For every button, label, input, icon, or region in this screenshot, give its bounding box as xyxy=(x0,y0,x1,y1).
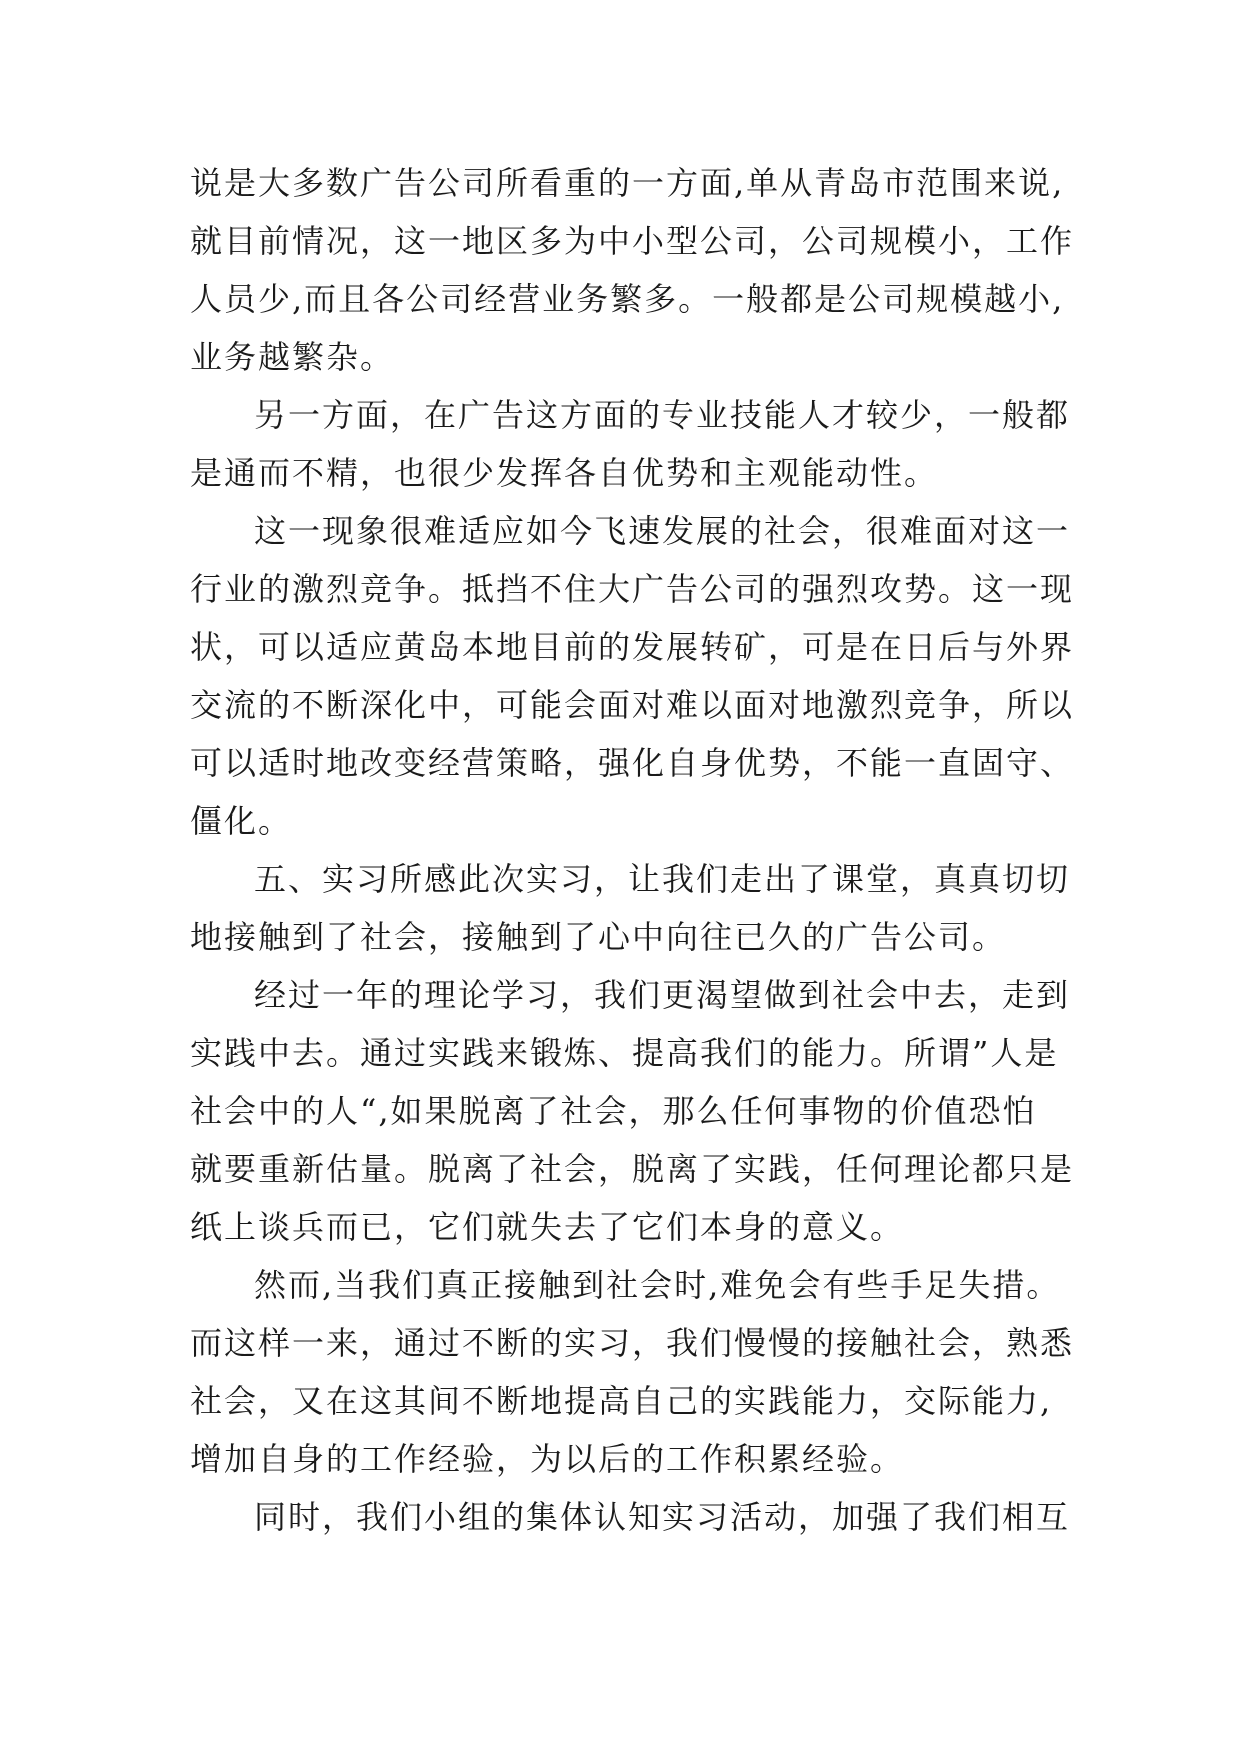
text-line: 就要重新估量。脱离了社会，脱离了实践，任何理论都只是 xyxy=(190,1150,1075,1188)
text-line: 行业的激烈竞争。抵挡不住大广告公司的强烈攻势。这一现 xyxy=(190,570,1075,608)
paragraph-first-line: 五、实习所感此次实习，让我们走出了课堂，真真切切 xyxy=(254,860,1071,898)
text-line: 是通而不精，也很少发挥各自优势和主观能动性。 xyxy=(190,454,939,492)
text-line: 僵化。 xyxy=(190,802,293,840)
text-line: 交流的不断深化中，可能会面对难以面对地激烈竞争，所以 xyxy=(190,686,1075,724)
paragraph-first-line: 然而,当我们真正接触到社会时,难免会有些手足失措。 xyxy=(254,1266,1061,1304)
document-body xyxy=(190,154,1080,1546)
text-line: 地接触到了社会，接触到了心中向往已久的广告公司。 xyxy=(190,918,1007,956)
text-line: 说是大多数广告公司所看重的一方面,单从青岛市范围来说, xyxy=(190,164,1065,202)
text-line: 社会中的人“,如果脱离了社会，那么任何事物的价值恐怕 xyxy=(190,1092,1037,1130)
text-line: 而这样一来，通过不断的实习，我们慢慢的接触社会，熟悉 xyxy=(190,1324,1075,1362)
text-line: 社会，又在这其间不断地提高自己的实践能力，交际能力, xyxy=(190,1382,1053,1420)
text-line: 业务越繁杂。 xyxy=(190,338,395,376)
text-line: 人员少,而且各公司经营业务繁多。一般都是公司规模越小, xyxy=(190,280,1065,318)
text-line: 增加自身的工作经验，为以后的工作积累经验。 xyxy=(190,1440,905,1478)
paragraph-first-line: 经过一年的理论学习，我们更渴望做到社会中去，走到 xyxy=(254,976,1071,1014)
text-line: 就目前情况，这一地区多为中小型公司，公司规模小，工作 xyxy=(190,222,1075,260)
paragraph-first-line: 同时，我们小组的集体认知实习活动，加强了我们相互 xyxy=(254,1498,1071,1536)
text-line: 纸上谈兵而已，它们就失去了它们本身的意义。 xyxy=(190,1208,905,1246)
paragraph-first-line: 另一方面，在广告这方面的专业技能人才较少，一般都 xyxy=(254,396,1071,434)
paragraph-first-line: 这一现象很难适应如今飞速发展的社会，很难面对这一 xyxy=(254,512,1071,550)
text-line: 实践中去。通过实践来锻炼、提高我们的能力。所谓”人是 xyxy=(190,1034,1059,1072)
text-line: 可以适时地改变经营策略，强化自身优势，不能一直固守、 xyxy=(190,744,1075,782)
text-line: 状，可以适应黄岛本地目前的发展转矿，可是在日后与外界 xyxy=(190,628,1075,666)
